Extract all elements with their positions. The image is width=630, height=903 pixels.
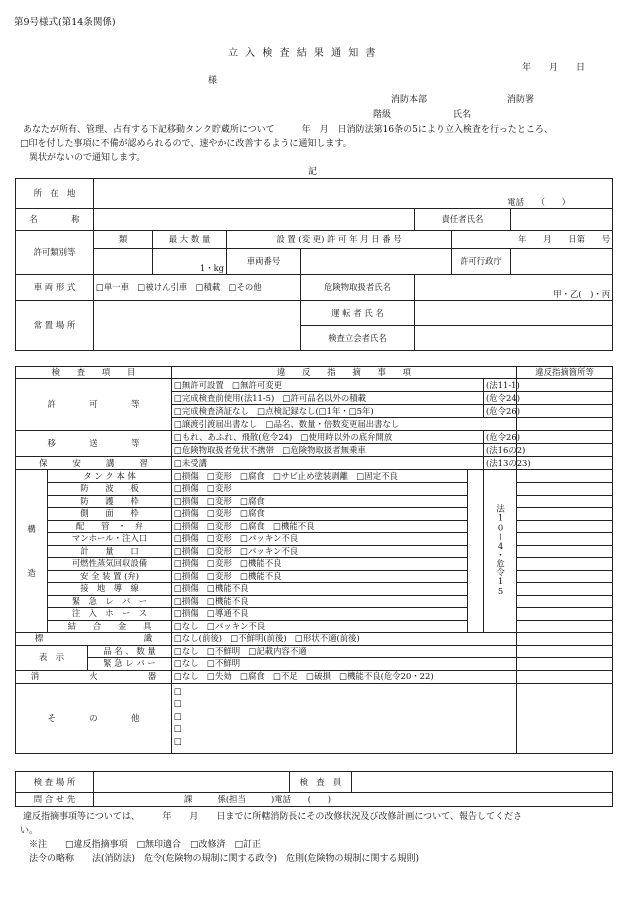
driver-field[interactable]: [415, 301, 613, 326]
violation-header: 違 反 指 摘 事 項: [172, 367, 517, 379]
struct-place[interactable]: [517, 533, 613, 546]
note-line-4: 法令の略称 法(消防法) 危令(危険物の規制に関する政令) 危則(危険物の規制に関する規則): [20, 854, 420, 864]
struct-row-label: 計 量 口: [48, 545, 172, 558]
struct-place[interactable]: [517, 583, 613, 596]
note-line-3: ※注 □違反指摘事項 □無印適合 □改修済 □訂正: [20, 840, 262, 850]
vehicle-no-field[interactable]: [301, 249, 452, 275]
extinguisher-item: 消 火 器: [16, 670, 172, 683]
struct-place[interactable]: [517, 608, 613, 621]
struct-row-label: タ ン ク 本 体: [48, 470, 172, 483]
ki-label: 記: [308, 167, 318, 177]
max-qty-label: 最 大 数 量: [153, 231, 227, 249]
struct-row-label: 結 合 金 具: [48, 620, 172, 633]
permit-date-field[interactable]: 年 月 日第 号: [452, 231, 613, 249]
struct-row-check[interactable]: □損傷 □変形 □パッキン不良: [172, 533, 468, 546]
note-line-2: い。: [20, 826, 39, 836]
permit-place-3[interactable]: [517, 405, 613, 418]
display-place-2[interactable]: [517, 658, 613, 671]
unit-label: 1・kg: [153, 249, 227, 275]
other-place[interactable]: [517, 683, 613, 753]
kind-field[interactable]: [94, 249, 153, 275]
handler-label: 危険物取扱者氏名: [301, 275, 415, 301]
handler-grade[interactable]: 甲・乙( )・丙: [415, 275, 613, 301]
contact-field[interactable]: 課 係(担当 )電話 ( ): [94, 793, 613, 807]
inspection-table: [15, 366, 613, 754]
transport-item: 移 送 等: [16, 431, 172, 457]
permit-place-1[interactable]: [517, 379, 613, 392]
witness-label: 検査立会者氏名: [301, 326, 415, 351]
form-number: 第9号様式(第14条関係): [14, 17, 116, 28]
struct-place[interactable]: [517, 520, 613, 533]
fire-station: 消防署: [507, 95, 535, 105]
display-row-label-2: 緊 急 レ バ ー: [88, 658, 172, 671]
safety-training-check[interactable]: □未受講: [172, 457, 484, 470]
struct-row-label: 防 護 枠: [48, 495, 172, 508]
struct-row-label: 側 面 枠: [48, 508, 172, 521]
tel-label: 電話 （ ）: [507, 197, 571, 207]
structure-label: [16, 470, 48, 633]
struct-place[interactable]: [517, 495, 613, 508]
other-checkbox[interactable]: □: [174, 685, 182, 696]
permit-office-label: 許可行政庁: [452, 249, 511, 275]
struct-row-label: 配 管 ・ 弁: [48, 520, 172, 533]
name-label-cell: 名 称: [16, 209, 94, 231]
fire-hq: 消防本部: [391, 95, 428, 105]
setup-date-label: 設 置 (変 更) 許 可 年 月 日 番 号: [227, 231, 452, 249]
rank-label: 階級: [373, 110, 392, 120]
permit-place-4[interactable]: [517, 418, 613, 431]
inspector-field[interactable]: [352, 772, 613, 793]
address-field[interactable]: [94, 179, 613, 209]
info-table: [15, 178, 613, 351]
vehicle-type-options[interactable]: □単一車 □被けん引車 □積載 □その他: [94, 275, 301, 301]
structure-char-2: 造: [27, 568, 36, 578]
extinguisher-place[interactable]: [517, 670, 613, 683]
struct-row-label: 注 入 ホ ー ス: [48, 608, 172, 621]
extinguisher-check[interactable]: □なし □失効 □腐食 □不足 □破損 □機能不良(危令20・22): [172, 670, 517, 683]
permit-ref-1: (法11-1): [484, 379, 517, 392]
struct-place[interactable]: [517, 620, 613, 633]
parking-label: 常 置 場 所: [16, 301, 94, 351]
safety-training-ref: (法13の23): [484, 457, 517, 470]
struct-row-label: 緊 急 レ バ ー: [48, 595, 172, 608]
permit-label: 許可類別等: [16, 231, 94, 275]
permit-check-3[interactable]: □完成検査済証なし □点検記録なし(□1年・□5年): [172, 405, 484, 418]
addressee-sama: 様: [208, 76, 218, 86]
permit-ref-3: (危令26): [484, 405, 517, 418]
responsible-label: 責任者氏名: [415, 209, 511, 231]
struct-place[interactable]: [517, 545, 613, 558]
sign-check[interactable]: □なし(前後) □不鮮明(前後) □形状不適(前後): [172, 633, 517, 646]
struct-row-check[interactable]: □損傷 □機能不良: [172, 583, 468, 596]
struct-row-check[interactable]: □損傷 □変形 □機能不良: [172, 558, 468, 571]
body-text-1: あなたが所有、管理、占有する下記移動タンク貯蔵所について 年 月 日消防法第16条の5により立入検査を行ったところ、: [14, 125, 553, 135]
item-header: 検 査 項 目: [16, 367, 172, 379]
parking-field[interactable]: [94, 301, 301, 351]
note-line-1: 違反指摘事項等については、 年 月 日までに所轄消防長にその改修状況及び改修計画について、報告してくださ: [14, 812, 522, 822]
name-field[interactable]: [94, 209, 415, 231]
permit-place-2[interactable]: [517, 392, 613, 405]
other-item: そ の 他: [16, 683, 172, 753]
display-row-label-1: 品 名 、 数 量: [88, 645, 172, 658]
struct-row-check[interactable]: □損傷 □機能不良: [172, 595, 468, 608]
structure-char-1: 構: [27, 524, 36, 534]
struct-row-label: 可燃性蒸気回収設備: [48, 558, 172, 571]
safety-training-place[interactable]: [517, 457, 613, 470]
vehicle-no-label: 車両番号: [227, 249, 301, 275]
struct-row-label: マンホール・注入口: [48, 533, 172, 546]
safety-training-item: 保 安 講 習: [16, 457, 172, 470]
struct-place[interactable]: [517, 558, 613, 571]
transport-check-1[interactable]: □もれ、あふれ、飛散(危令24) □使用時以外の底弁開放: [172, 431, 484, 444]
struct-gap: [468, 470, 484, 633]
struct-row-check[interactable]: □損傷 □変形 □機能不良: [172, 570, 468, 583]
issue-date: 年 月 日: [522, 63, 586, 73]
bottom-table: [15, 771, 613, 807]
struct-place[interactable]: [517, 595, 613, 608]
vehicle-type-label: 車 両 形 式: [16, 275, 94, 301]
address-label: 所 在 地: [16, 179, 94, 209]
display-check-2[interactable]: □なし □不鮮明: [172, 658, 517, 671]
other-checkbox[interactable]: □: [174, 723, 182, 733]
struct-place[interactable]: [517, 470, 613, 483]
struct-row-check[interactable]: □損傷 □導通不良: [172, 608, 468, 621]
transport-place-2[interactable]: [517, 444, 613, 457]
name-label: 氏名: [453, 110, 472, 120]
place-header: 違反指摘箇所等: [517, 367, 613, 379]
struct-row-label: 安 全 装 置 (弁): [48, 570, 172, 583]
permit-check-4[interactable]: □譲渡引渡届出書なし □品名、数量・倍数変更届出書なし: [172, 418, 517, 431]
transport-check-2[interactable]: □危険物取扱者免状不携帯 □危険物取扱者無乗車: [172, 444, 484, 457]
struct-row-check[interactable]: □損傷 □変形 □腐食: [172, 495, 468, 508]
other-checks[interactable]: [172, 683, 517, 753]
inspection-place-field[interactable]: [94, 772, 290, 793]
body-text-2: □印を付した事項に不備が認められるので、速やかに改善するように通知します。: [20, 139, 352, 149]
display-check-1[interactable]: □なし □不鮮明 □記載内容不適: [172, 645, 517, 658]
struct-place[interactable]: [517, 483, 613, 496]
driver-label: 運 転 者 氏 名: [301, 301, 415, 326]
struct-row-check[interactable]: □損傷 □変形 □腐食: [172, 508, 468, 521]
contact-label: 問 合 せ 先: [16, 793, 94, 807]
sign-place[interactable]: [517, 633, 613, 646]
struct-row-check[interactable]: □損傷 □変形: [172, 483, 468, 496]
transport-place-1[interactable]: [517, 431, 613, 444]
permit-item: 許 可 等: [16, 379, 172, 431]
inspector-label: 検 査 員: [290, 772, 352, 793]
permit-office-field[interactable]: [511, 249, 613, 275]
struct-row-check[interactable]: □損傷 □変形 □腐食 □サビ止め塗装剥離 □固定不良: [172, 470, 468, 483]
struct-row-label: 接 地 導 線: [48, 583, 172, 596]
struct-row-check[interactable]: □損傷 □変形 □パッキン不良: [172, 545, 468, 558]
other-checkbox[interactable]: □: [174, 735, 182, 746]
body-text-3: 異状がないので通知します。: [20, 153, 146, 163]
witness-field[interactable]: [415, 326, 613, 351]
permit-ref-2: (危令24): [484, 392, 517, 405]
struct-place[interactable]: [517, 570, 613, 583]
responsible-field[interactable]: [511, 209, 613, 231]
transport-ref-2: (法16の2): [484, 444, 517, 457]
permit-check-2[interactable]: □完成検査前使用(法11-5) □許可品名以外の積載: [172, 392, 484, 405]
struct-place[interactable]: [517, 508, 613, 521]
sign-item: 標 識: [16, 633, 172, 646]
transport-ref-1: (危令26): [484, 431, 517, 444]
display-place-1[interactable]: [517, 645, 613, 658]
other-checkbox[interactable]: □: [174, 710, 182, 721]
struct-law-ref: 法10ー4・危令15: [484, 470, 517, 633]
struct-row-check[interactable]: □なし □パッキン不良: [172, 620, 468, 633]
display-item: 表 示: [16, 645, 88, 670]
permit-check-1[interactable]: □無許可設置 □無許可変更: [172, 379, 484, 392]
kind-label: 類: [94, 231, 153, 249]
other-checkbox[interactable]: □: [174, 698, 182, 708]
document-title: 立 入 検 査 結 果 通 知 書: [228, 48, 378, 59]
inspection-place-label: 検 査 場 所: [16, 772, 94, 793]
struct-row-check[interactable]: □損傷 □変形 □腐食 □機能不良: [172, 520, 468, 533]
struct-row-label: 防 波 板: [48, 483, 172, 496]
